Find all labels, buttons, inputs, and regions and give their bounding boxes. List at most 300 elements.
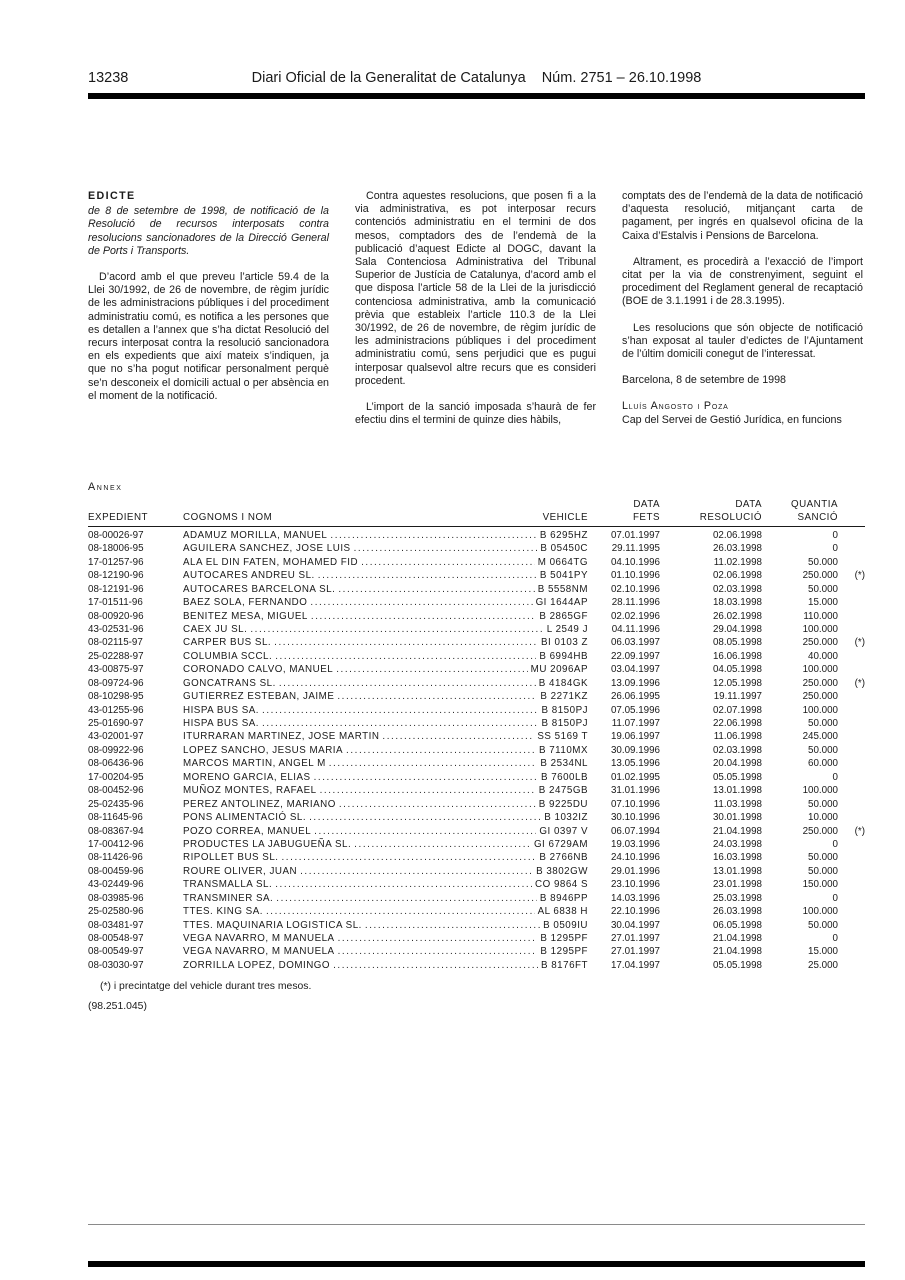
row-vehicle: B 6994HB: [539, 650, 588, 662]
row-data-resolucio: 11.02.1998: [713, 556, 762, 568]
row-name-block: [183, 569, 588, 582]
row-vehicle: B 2271KZ: [540, 691, 588, 703]
dot-leader: [354, 838, 531, 851]
row-data-fets: 04.11.1996: [611, 623, 660, 635]
row-data-fets: 23.10.1996: [610, 879, 660, 891]
row-sancio: 250.000: [802, 691, 838, 703]
row-sancio: 50.000: [808, 865, 838, 877]
row-vehicle: GI 6729AM: [533, 838, 588, 850]
row-expedient: 08-00452-96: [88, 785, 144, 797]
row-sancio: 50.000: [808, 919, 838, 931]
col-header-quantia: QUANTIA: [790, 499, 838, 510]
row-name-block: [183, 919, 588, 932]
row-name-block: [183, 690, 588, 703]
row-expedient: 17-00204-95: [88, 771, 144, 783]
paragraph: Contra aquestes resolucions, que posen fi a la via administrativa, es pot interposar recurs contenciós administratiu en el termini de dos mesos, comptadors des de l’endemà de la publicació d’aquest Edicte al DOGC, davant la Sala Contenciosa Administrativa del Tribunal Superior de Justícia de Catalunya, d’acord amb el que disposa l’article 58 de la Llei de la jurisdicció contenciosa administrativa, amb la comunicació prèvia que estableix l’article 110.3 de la Llei 30/1992, de 26 de novembre, de règim jurídic de les administracions públiques i del procediment administratiu comú, sens perjudici que es pugui interposar qualsevol altre recurs que es consideri procedent.: [355, 190, 596, 387]
annex-label: Annex: [88, 481, 123, 493]
row-sancio: 50.000: [808, 556, 838, 568]
dot-leader: [338, 583, 534, 596]
row-data-resolucio: 08.05.1998: [712, 637, 762, 649]
row-nom: CAEX JU SL.: [183, 623, 248, 635]
table-footnote: (*) i precintatge del vehicle durant tres mesos.: [100, 981, 312, 992]
row-data-fets: 22.09.1997: [610, 650, 660, 662]
row-nom: TRANSMINER SA.: [183, 892, 274, 904]
dot-leader: [309, 811, 541, 824]
header-rule: [88, 93, 865, 99]
row-expedient: 25-02288-97: [88, 650, 144, 662]
row-data-resolucio: 30.01.1998: [712, 812, 762, 824]
row-data-resolucio: 13.01.1998: [712, 785, 762, 797]
row-nom: PONS ALIMENTACIÓ SL.: [183, 812, 307, 824]
row-expedient: 08-03481-97: [88, 919, 144, 931]
row-vehicle: B 8150PJ: [541, 718, 588, 729]
row-nom: BENITEZ MESA, MIGUEL: [183, 610, 308, 622]
row-data-resolucio: 12.05.1998: [712, 677, 762, 689]
row-data-resolucio: 26.03.1998: [712, 906, 762, 918]
row-vehicle: B 0509IU: [543, 919, 588, 931]
row-nom: AUTOCARES ANDREU SL.: [183, 570, 315, 582]
row-expedient: 08-12191-96: [88, 583, 144, 595]
dot-leader: [339, 798, 536, 811]
dot-leader: [338, 945, 538, 958]
row-data-fets: 30.09.1996: [610, 744, 660, 756]
row-data-fets: 14.03.1996: [610, 892, 660, 904]
row-data-resolucio: 21.04.1998: [712, 933, 762, 944]
row-nom: MUÑOZ MONTES, RAFAEL: [183, 785, 317, 797]
row-name-block: [183, 744, 588, 757]
row-nom: VEGA NAVARRO, M MANUELA: [183, 946, 335, 958]
row-data-fets: 27.01.1997: [610, 946, 660, 958]
row-data-fets: 30.04.1997: [610, 919, 660, 931]
row-sancio: 150.000: [802, 879, 838, 891]
row-name-block: [183, 529, 588, 542]
row-expedient: 08-00026-97: [88, 529, 144, 541]
table-row: [88, 596, 865, 609]
row-data-resolucio: 21.04.1998: [712, 825, 762, 837]
row-sancio: 250.000: [802, 637, 838, 649]
row-name-block: [183, 932, 588, 945]
dot-leader: [276, 892, 537, 905]
column-1: [88, 190, 329, 440]
column-2: [355, 190, 596, 440]
row-data-resolucio: 02.07.1998: [712, 704, 762, 716]
row-sancio: 245.000: [802, 731, 838, 743]
row-data-fets: 26.06.1995: [610, 691, 660, 703]
dot-leader: [266, 905, 535, 918]
row-data-resolucio: 21.04.1998: [712, 946, 762, 958]
row-expedient: 43-02531-96: [88, 623, 144, 635]
row-data-resolucio: 02.03.1998: [712, 583, 762, 595]
row-data-resolucio: 26.02.1998: [712, 610, 762, 622]
row-sancio: 100.000: [802, 785, 838, 797]
row-sancio: 50.000: [808, 798, 838, 810]
row-nota: (*): [854, 677, 865, 689]
dot-leader: [300, 865, 533, 878]
row-sancio: 250.000: [802, 825, 838, 837]
dateline: Barcelona, 8 de setembre de 1998: [622, 374, 786, 387]
annex-table: [88, 498, 865, 972]
row-sancio: 100.000: [802, 906, 838, 918]
row-name-block: [183, 623, 588, 636]
row-data-fets: 24.10.1996: [610, 852, 660, 864]
table-row: [88, 542, 865, 555]
table-row: [88, 892, 865, 905]
row-data-fets: 27.01.1997: [610, 933, 660, 944]
row-name-block: [183, 717, 588, 730]
row-expedient: 25-02580-96: [88, 906, 144, 918]
table-row: [88, 838, 865, 851]
dot-leader: [365, 919, 540, 932]
row-sancio: 110.000: [803, 610, 838, 622]
col-header-data-fets-top: DATA: [633, 499, 660, 510]
table-header-bottom: [88, 511, 865, 524]
row-data-fets: 19.03.1996: [610, 838, 660, 850]
row-expedient: 08-09922-96: [88, 744, 144, 756]
page-header: [88, 70, 865, 88]
row-name-block: [183, 677, 588, 690]
dot-leader: [318, 569, 537, 582]
row-name-block: [183, 757, 588, 770]
paragraph: D’acord amb el que preveu l’article 59.4 de la Llei 30/1992, de 26 de novembre, de règim jurídic de les administracions públiques i del procediment administratiu comú, es notifica a les persones que es detallen a l’annex que s’ha dictat Resolució del recurs interposat contra la resolució sancionadora en els expedients que així mateix s’indiquen, ja que no s’ha pogut notificar personalment perquè se’n desconeix el domicili actual o per absència en el moment de la notificació.: [88, 271, 329, 402]
row-expedient: 17-00412-96: [88, 838, 144, 850]
row-data-resolucio: 23.01.1998: [712, 879, 762, 891]
table-row: [88, 690, 865, 703]
row-sancio: 40.000: [808, 650, 838, 662]
table-row: [88, 784, 865, 797]
row-expedient: 43-02001-97: [88, 731, 144, 743]
row-name-block: [183, 596, 588, 609]
table-row: [88, 636, 865, 649]
row-sancio: 100.000: [802, 623, 838, 635]
row-data-fets: 17.04.1997: [610, 959, 660, 971]
table-header-top: [88, 498, 865, 511]
row-vehicle: B 5558NM: [537, 583, 588, 595]
table-row: [88, 704, 865, 717]
edicte-summary: de 8 de setembre de 1998, de notificació de la Resolució de recursos interposats contra resolucions sancionadores de la Direcció General de Ports i Transports.: [88, 205, 329, 257]
footer-thin-rule: [88, 1224, 865, 1225]
annex-table-rows: [88, 529, 865, 972]
col-header-fets: FETS: [632, 512, 660, 524]
gazette-issue: Núm. 2751 – 26.10.1998: [541, 70, 702, 86]
row-vehicle: B 8946PP: [539, 892, 588, 904]
row-sancio: 10.000: [808, 812, 838, 824]
row-name-block: [183, 542, 588, 555]
row-data-fets: 31.01.1996: [610, 785, 660, 797]
row-expedient: 08-06436-96: [88, 758, 144, 770]
dot-leader: [338, 932, 538, 945]
table-row: [88, 798, 865, 811]
row-name-block: [183, 704, 588, 717]
row-vehicle: B 7110MX: [538, 744, 588, 756]
table-row: [88, 851, 865, 864]
table-row: [88, 663, 865, 676]
row-sancio: 60.000: [808, 758, 838, 770]
row-vehicle: B 1295PF: [540, 933, 588, 944]
row-name-block: [183, 905, 588, 918]
row-expedient: 08-09724-96: [88, 677, 144, 689]
table-row: [88, 825, 865, 838]
row-nom: POZO CORREA, MANUEL: [183, 825, 312, 837]
gazette-title: Diari Oficial de la Generalitat de Catalunya: [251, 70, 526, 86]
row-vehicle: M 0664TG: [537, 556, 588, 568]
row-data-fets: 04.10.1996: [610, 556, 660, 568]
row-data-resolucio: 18.03.1998: [712, 597, 762, 609]
row-nom: BAEZ SOLA, FERNANDO: [183, 597, 308, 609]
row-nom: ALA EL DIN FATEN, MOHAMED FID: [183, 556, 359, 568]
row-nom: TTES. KING SA.: [183, 906, 263, 918]
row-data-fets: 01.10.1996: [610, 570, 660, 582]
table-row: [88, 865, 865, 878]
row-vehicle: B 2534NL: [540, 758, 588, 770]
row-nom: CORONADO CALVO, MANUEL: [183, 664, 334, 676]
row-data-fets: 28.11.1996: [611, 597, 660, 609]
table-row: [88, 905, 865, 918]
dot-leader: [275, 650, 536, 663]
row-data-resolucio: 02.03.1998: [712, 744, 762, 756]
row-data-resolucio: 02.06.1998: [712, 570, 762, 582]
dot-leader: [262, 717, 539, 730]
table-row: [88, 945, 865, 958]
row-data-fets: 06.03.1997: [610, 637, 660, 649]
table-header-divider: [88, 525, 865, 527]
row-expedient: 08-11426-96: [88, 852, 143, 864]
table-row: [88, 583, 865, 596]
table-row: [88, 730, 865, 743]
row-sancio: 50.000: [808, 583, 838, 595]
table-row: [88, 771, 865, 784]
row-nom: LOPEZ SANCHO, JESUS MARIA: [183, 744, 344, 756]
row-expedient: 17-01257-96: [88, 556, 144, 568]
row-sancio: 0: [832, 933, 838, 944]
row-data-resolucio: 11.06.1998: [713, 731, 762, 743]
row-data-fets: 29.11.1995: [611, 543, 660, 555]
row-data-fets: 07.10.1996: [610, 798, 660, 810]
column-3: [622, 190, 863, 440]
col-header-resolucio: RESOLUCIÓ: [699, 512, 762, 524]
row-data-fets: 22.10.1996: [610, 906, 660, 918]
row-vehicle: B 5041PY: [539, 570, 588, 582]
row-vehicle: GI 1644AP: [535, 597, 588, 609]
row-data-resolucio: 29.04.1998: [712, 623, 762, 635]
row-data-resolucio: 16.03.1998: [712, 852, 762, 864]
row-sancio: 15.000: [808, 597, 838, 609]
row-vehicle: B 1032IZ: [544, 812, 588, 824]
row-name-block: [183, 556, 588, 569]
row-data-resolucio: 20.04.1998: [712, 758, 762, 770]
dot-leader: [250, 623, 543, 636]
dot-leader: [262, 704, 539, 717]
row-nom: MORENO GARCIA, ELIAS: [183, 771, 311, 783]
row-name-block: [183, 865, 588, 878]
row-nom: AUTOCARES BARCELONA SL.: [183, 583, 336, 595]
row-vehicle: GI 0397 V: [539, 825, 588, 837]
row-expedient: 25-01690-97: [88, 718, 144, 729]
row-data-fets: 29.01.1996: [610, 865, 660, 877]
dot-leader: [354, 542, 538, 555]
row-vehicle: L 2549 J: [546, 623, 588, 635]
row-sancio: 100.000: [802, 664, 838, 676]
row-vehicle: AL 6838 H: [537, 906, 588, 918]
table-row: [88, 932, 865, 945]
row-data-resolucio: 26.03.1998: [712, 543, 762, 555]
row-nom: VEGA NAVARRO, M MANUELA: [183, 933, 335, 944]
row-data-resolucio: 13.01.1998: [712, 865, 762, 877]
row-data-fets: 13.05.1996: [610, 758, 660, 770]
col-header-vehicle: VEHICLE: [542, 512, 588, 524]
table-row: [88, 959, 865, 972]
row-nota: (*): [854, 570, 865, 582]
row-expedient: 25-02435-96: [88, 798, 144, 810]
row-data-resolucio: 05.05.1998: [712, 959, 762, 971]
row-expedient: 08-12190-96: [88, 570, 144, 582]
row-expedient: 08-18006-95: [88, 543, 144, 555]
footer-rule: [88, 1261, 865, 1267]
row-expedient: 08-03030-97: [88, 959, 144, 971]
row-sancio: 50.000: [808, 852, 838, 864]
row-nom: TRANSMALLA SL.: [183, 879, 273, 891]
row-nom: AGUILERA SANCHEZ, JOSE LUIS: [183, 543, 351, 555]
row-data-resolucio: 02.06.1998: [712, 529, 762, 541]
row-vehicle: B 6295HZ: [539, 529, 588, 541]
row-name-block: [183, 663, 588, 676]
table-row: [88, 919, 865, 932]
row-vehicle: B 4184GK: [538, 677, 588, 689]
col-header-expedient: EXPEDIENT: [88, 512, 149, 524]
row-vehicle: B 1295PF: [540, 946, 588, 958]
row-nom: GUTIERREZ ESTEBAN, JAIME: [183, 691, 335, 703]
dot-leader: [274, 636, 538, 649]
row-expedient: 17-01511-96: [88, 597, 143, 609]
row-sancio: 0: [832, 838, 838, 850]
table-row: [88, 878, 865, 891]
row-expedient: 08-10298-95: [88, 691, 144, 703]
row-data-resolucio: 05.05.1998: [712, 771, 762, 783]
row-sancio: 0: [832, 529, 838, 541]
row-nom: TTES. MAQUINARIA LOGISTICA SL.: [183, 919, 362, 931]
row-expedient: 08-03985-96: [88, 892, 144, 904]
row-vehicle: B 05450C: [540, 543, 588, 555]
header-title-group: [88, 70, 865, 86]
row-nom: RIPOLLET BUS SL.: [183, 852, 279, 864]
row-expedient: 08-08367-94: [88, 825, 144, 837]
row-vehicle: B 2475GB: [538, 785, 588, 797]
row-sancio: 100.000: [802, 704, 838, 716]
row-nota: (*): [854, 637, 865, 649]
row-name-block: [183, 583, 588, 596]
table-row: [88, 744, 865, 757]
row-name-block: [183, 636, 588, 649]
row-sancio: 50.000: [808, 744, 838, 756]
row-name-block: [183, 838, 588, 851]
row-data-fets: 02.02.1996: [610, 610, 660, 622]
row-data-resolucio: 16.06.1998: [712, 650, 762, 662]
row-data-fets: 01.02.1995: [610, 771, 660, 783]
document-number: (98.251.045): [88, 1001, 147, 1012]
paragraph: Altrament, es procedirà a l’exacció de l’import citat per la via de constrenyiment, seguint el procediment del Reglament general de recaptació (BOE de 3.1.1991 i de 28.3.1995).: [622, 255, 863, 308]
table-row: [88, 811, 865, 824]
row-data-fets: 06.07.1994: [610, 825, 660, 837]
row-data-resolucio: 06.05.1998: [712, 919, 762, 931]
row-name-block: [183, 610, 588, 623]
dot-leader: [281, 851, 536, 864]
dot-leader: [314, 771, 538, 784]
col-header-name-block: [183, 511, 588, 524]
row-nom: PRODUCTES LA JABUGUEÑA SL.: [183, 838, 352, 850]
row-vehicle: B 2865GF: [539, 610, 588, 622]
row-vehicle: B 8150PJ: [541, 704, 588, 716]
row-nota: (*): [854, 825, 865, 837]
paragraph: comptats des de l’endemà de la data de notificació d’aquesta resolució, mitjançant carta de pagament, per ingrés en qualsevol oficina de la Caixa d’Estalvis i Pensions de Barcelona.: [622, 190, 863, 242]
dot-leader: [337, 690, 537, 703]
row-nom: ZORRILLA LOPEZ, DOMINGO: [183, 959, 331, 971]
row-expedient: 08-00549-97: [88, 946, 144, 958]
row-name-block: [183, 878, 588, 891]
row-nom: MARCOS MARTIN, ANGEL M: [183, 758, 326, 770]
row-data-resolucio: 11.03.1998: [713, 798, 762, 810]
row-sancio: 250.000: [802, 677, 838, 689]
row-data-fets: 19.06.1997: [610, 731, 660, 743]
row-name-block: [183, 959, 588, 972]
row-expedient: 08-11645-96: [88, 812, 143, 824]
row-data-fets: 30.10.1996: [610, 812, 660, 824]
dot-leader: [333, 959, 538, 972]
row-data-resolucio: 25.03.1998: [712, 892, 762, 904]
paragraph: Les resolucions que són objecte de notificació s’han exposat al tauler d’edictes de l’Ajuntament de l’últim domicili conegut de l’interessat.: [622, 321, 863, 361]
row-data-fets: 07.01.1997: [610, 529, 660, 541]
row-sancio: 15.000: [808, 946, 838, 958]
dot-leader: [311, 610, 536, 623]
row-data-fets: 07.05.1996: [610, 704, 660, 716]
dot-leader: [320, 784, 536, 797]
row-expedient: 43-01255-96: [88, 704, 144, 716]
row-name-block: [183, 892, 588, 905]
row-name-block: [183, 851, 588, 864]
table-row: [88, 623, 865, 636]
table-row: [88, 610, 865, 623]
row-nom: PEREZ ANTOLINEZ, MARIANO: [183, 798, 336, 810]
row-data-fets: 03.04.1997: [610, 664, 660, 676]
table-row: [88, 529, 865, 542]
row-sancio: 0: [832, 771, 838, 783]
row-data-resolucio: 19.11.1997: [713, 691, 762, 703]
dot-leader: [346, 744, 536, 757]
row-sancio: 50.000: [808, 718, 838, 729]
row-nom: GONCATRANS SL.: [183, 677, 276, 689]
row-nom: ADAMUZ MORILLA, MANUEL: [183, 529, 328, 541]
dot-leader: [314, 825, 536, 838]
row-sancio: 0: [832, 543, 838, 555]
row-sancio: 25.000: [808, 959, 838, 971]
row-vehicle: B 3802GW: [536, 865, 588, 877]
table-row: [88, 677, 865, 690]
page-number: 13238: [88, 70, 129, 86]
dot-leader: [329, 757, 538, 770]
dot-leader: [310, 596, 532, 609]
row-data-fets: 02.10.1996: [610, 583, 660, 595]
col-header-cognoms: COGNOMS I NOM: [183, 512, 273, 524]
dot-leader: [275, 878, 532, 891]
row-data-resolucio: 04.05.1998: [712, 664, 762, 676]
dot-leader: [279, 677, 536, 690]
table-row: [88, 717, 865, 730]
row-sancio: 0: [832, 892, 838, 904]
row-data-fets: 11.07.1997: [611, 718, 660, 729]
row-nom: ROURE OLIVER, JUAN: [183, 865, 298, 877]
edicte-heading: EDICTE: [88, 190, 136, 202]
row-data-resolucio: 22.06.1998: [712, 718, 762, 729]
row-name-block: [183, 730, 588, 743]
table-row: [88, 650, 865, 663]
